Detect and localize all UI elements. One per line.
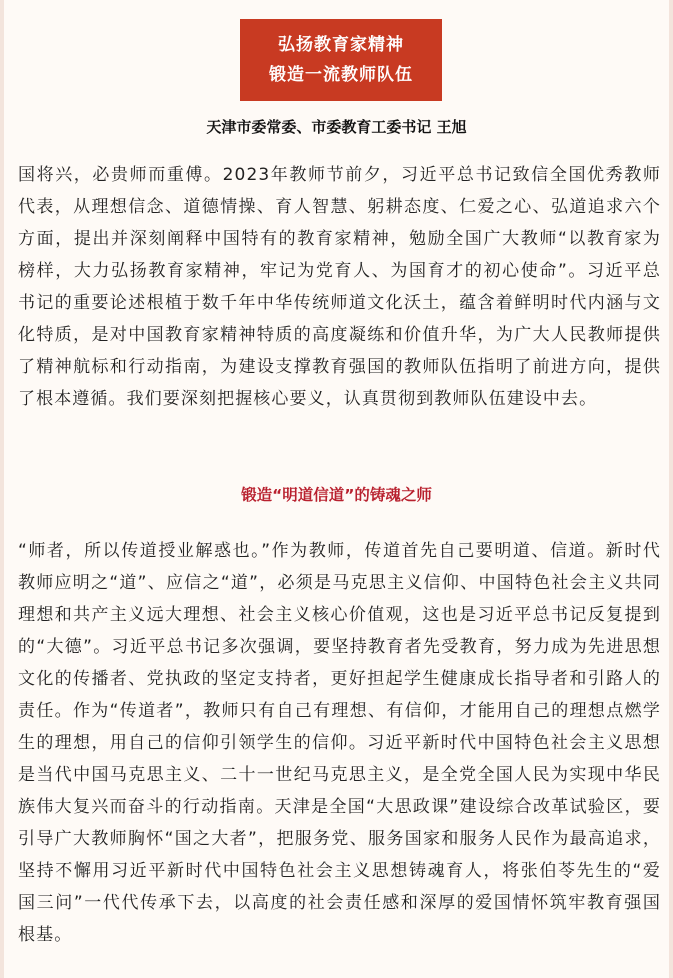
body-paragraph: “师者，所以传道授业解惑也。”作为教师，传道首先自己要明道、信道。新时代教师应明之“道”、应信之“道”，必须是马克思主义信仰、中国特色社会主义共同理想和共产主义远大理想、社会主义核心价值观，这也是习近平总书记反复提到的“大德”。习近平总书记多次强调，要坚持教育者先受教育，努力成为先进思想文化的传播者、党执政的坚定支持者，更好担起学生健康成长指导者和引路人的责任。作为“传道者”，教师只有自己有理想、有信仰，才能用自己的理想点燃学生的理想，用自己的信仰引领学生的信仰。习近平新时代中国特色社会主义思想是当代中国马克思主义、二十一世纪马克思主义，是全党全国人民为实现中华民族伟大复兴而奋斗的行动指南。天津是全国“大思政课”建设综合改革试验区，要引导广大教师胸怀“国之大者”，把服务党、服务国家和服务人民作为最高追求，坚持不懈用习近平新时代中国特色社会主义思想铸魂育人，将张伯苓先生的“爱国三问”一代代传承下去，以高度的社会责任感和深厚的爱国情怀筑牢教育强国根基。 [18, 541, 661, 945]
intro-paragraph: 国将兴，必贵师而重傅。2023年教师节前夕，习近平总书记致信全国优秀教师代表，从理想信念、道德情操、育人智慧、躬耕态度、仁爱之心、弘道追求六个方面，提出并深刻阐释中国特有的教育家精神，勉励全国广大教师“以教育家为榜样，大力弘扬教育家精神，牢记为党育人、为国育才的初心使命”。习近平总书记的重要论述根植于数千年中华传统师道文化沃土，蕴含着鲜明时代内涵与文化特质，是对中国教育家精神特质的高度凝练和价值升华，为广大人民教师提供了精神航标和行动指南，为建设支撑教育强国的教师队伍指明了前进方向，提供了根本遵循。我们要深刻把握核心要义，认真贯彻到教师队伍建设中去。 [18, 165, 661, 409]
title-line-2: 锻造一流教师队伍 [269, 65, 413, 85]
title-line-1: 弘扬教育家精神 [278, 35, 404, 55]
author-byline: 天津市委常委、市委教育工委书记 王旭 [206, 118, 467, 136]
title-banner [240, 19, 442, 101]
section-heading: 锻造“明道信道”的铸魂之师 [241, 486, 432, 504]
